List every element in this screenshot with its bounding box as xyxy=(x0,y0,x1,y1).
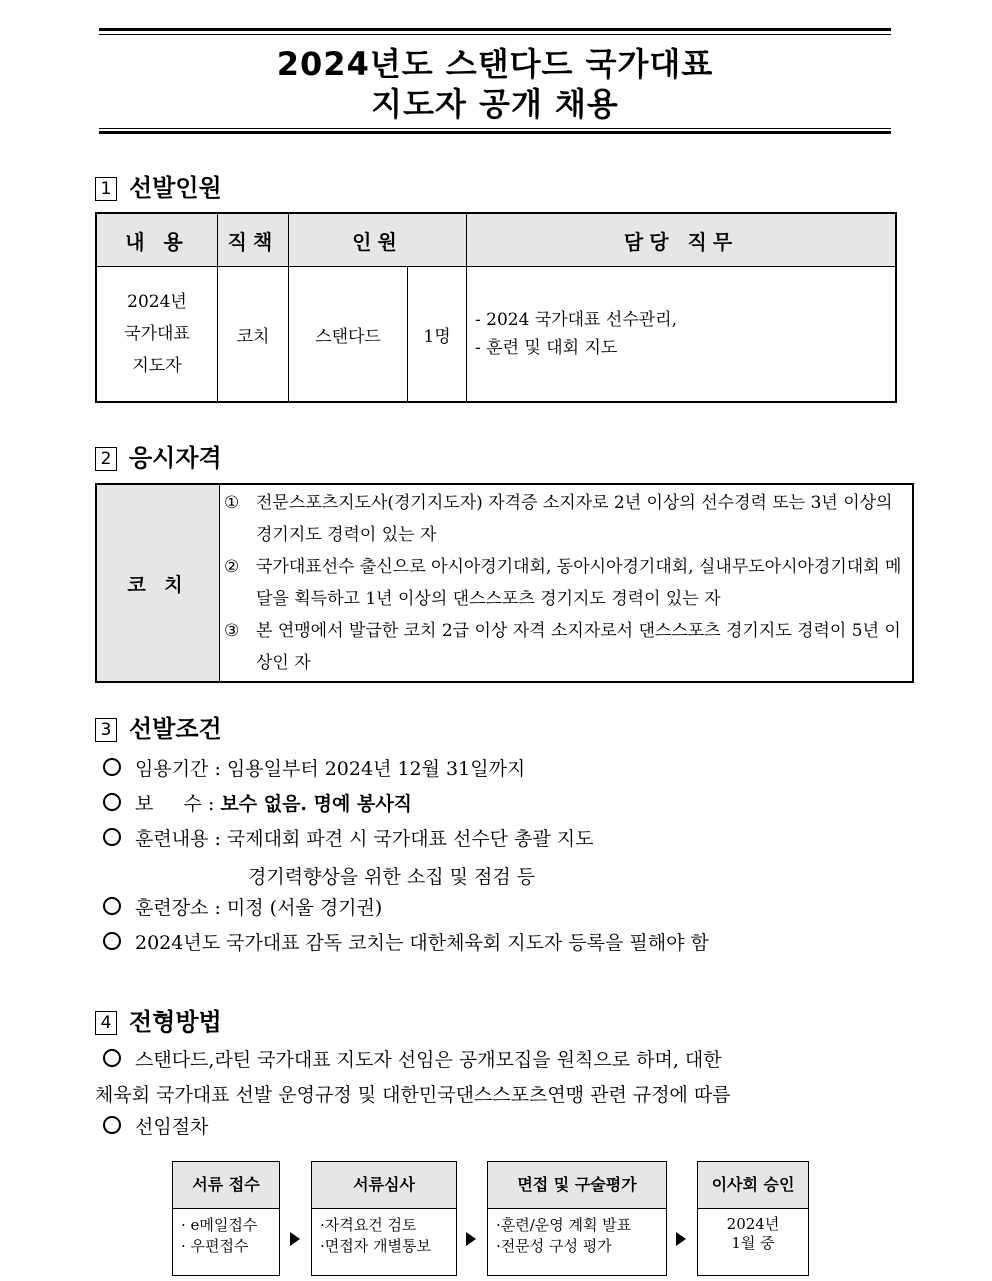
process-step-1 xyxy=(172,1161,280,1276)
paragraph-line1 xyxy=(103,1045,722,1072)
item-value: 선임절차 xyxy=(135,1116,209,1138)
list-item xyxy=(224,487,908,551)
item-value: 보수 없음. 명예 봉사직 xyxy=(220,793,413,815)
title-top-rule xyxy=(99,28,891,31)
arrow-right-icon xyxy=(290,1232,300,1246)
qualification-table xyxy=(95,483,914,683)
item-text: 본 연맹에서 발급한 코치 2급 이상 자격 소지자로서 댄스스포츠 경기지도 경력이 5년 이상인 자 xyxy=(256,621,901,673)
title-top-rule-thin xyxy=(99,34,891,35)
item-value: 미정 (서울 경기권) xyxy=(226,897,383,919)
item-label: 보 수 : xyxy=(135,793,221,815)
list-item xyxy=(103,931,709,955)
recruitment-table xyxy=(95,212,897,403)
step-line: · 우편접수 xyxy=(181,1237,249,1255)
qualification-label: 코 치 xyxy=(96,484,220,682)
list-item xyxy=(224,551,908,615)
process-step-3 xyxy=(487,1161,667,1276)
item-value: 2024년도 국가대표 감독 코치는 대한체육회 지도자 등록을 필해야 함 xyxy=(135,932,709,954)
step-body xyxy=(488,1209,666,1263)
circle-bullet-icon xyxy=(103,758,121,776)
step-line: ·자격요건 검토 xyxy=(320,1216,417,1234)
item-mark: ③ xyxy=(224,621,240,641)
section-number: 2 xyxy=(95,447,117,471)
section-number: 1 xyxy=(95,177,117,201)
item-text: 전문스포츠지도사(경기지도자) 자격증 소지자로 2년 이상의 선수경력 또는 3년 이상의 경기지도 경력이 있는 자 xyxy=(256,493,893,545)
duty-line: - 2024 국가대표 선수관리, xyxy=(475,310,677,330)
circle-bullet-icon xyxy=(103,1049,121,1067)
title-bottom-rule-thin xyxy=(99,128,891,129)
item-mark: ① xyxy=(224,493,240,513)
page-title-line2: 지도자 공개 채용 xyxy=(371,85,619,123)
step-line: ·전문성 구성 평가 xyxy=(496,1237,612,1255)
item-label: 임용기간 : xyxy=(135,758,227,780)
item-label: 훈련장소 : xyxy=(135,897,227,919)
circle-bullet-icon xyxy=(103,1116,121,1134)
arrow-right-icon xyxy=(676,1232,686,1246)
col-header-position: 직책 xyxy=(218,213,289,267)
item-text: 국가대표선수 출신으로 아시아경기대회, 동아시아경기대회, 실내무도아시아경기대회 메달을 획득하고 1년 이상의 댄스스포츠 경기지도 경력이 있는 자 xyxy=(256,557,902,609)
section-heading-4 xyxy=(95,1002,222,1037)
col-header-duties: 담당 직무 xyxy=(467,213,897,267)
list-item xyxy=(103,896,382,920)
step-line: 1월 중 xyxy=(731,1234,775,1252)
circle-bullet-icon xyxy=(103,793,121,811)
item-mark: ② xyxy=(224,557,240,577)
duty-line: - 훈련 및 대회 지도 xyxy=(475,338,618,358)
cell-category: 스탠다드 xyxy=(289,267,408,403)
list-item xyxy=(103,827,594,851)
circle-bullet-icon xyxy=(103,828,121,846)
process-step-2 xyxy=(311,1161,457,1276)
step-title: 이사회 승인 xyxy=(698,1162,808,1209)
list-item xyxy=(103,1115,208,1139)
title-bottom-rule xyxy=(99,131,891,134)
qualification-list xyxy=(220,484,914,682)
item-label: 훈련내용 : xyxy=(135,828,227,850)
table-row xyxy=(96,267,896,403)
section-heading-1 xyxy=(95,168,222,203)
step-line: · e메일접수 xyxy=(181,1216,258,1234)
item-continuation: 경기력향상을 위한 소집 및 점검 등 xyxy=(248,866,536,888)
section-title: 응시자격 xyxy=(129,444,222,472)
col-header-content: 내 용 xyxy=(96,213,218,267)
section-title: 선발조건 xyxy=(129,715,222,743)
step-line: ·면접자 개별통보 xyxy=(320,1237,431,1255)
paragraph-line2: 체육회 국가대표 선발 운영규정 및 대한민국댄스스포츠연맹 관련 규정에 따름 xyxy=(95,1084,731,1106)
cell-position: 코치 xyxy=(218,267,289,403)
arrow-right-icon xyxy=(466,1232,476,1246)
step-title: 면접 및 구술평가 xyxy=(488,1162,666,1209)
item-value: 국제대회 파견 시 국가대표 선수단 총괄 지도 xyxy=(226,828,594,850)
step-body xyxy=(698,1209,808,1259)
cell-line: 지도자 xyxy=(132,356,182,376)
cell-line: 2024년 xyxy=(127,292,187,312)
circle-bullet-icon xyxy=(103,932,121,950)
step-body xyxy=(173,1209,279,1263)
col-header-headcount: 인원 xyxy=(289,213,467,267)
list-item xyxy=(103,757,525,781)
section-title: 선발인원 xyxy=(129,174,222,202)
section-heading-3 xyxy=(95,709,222,744)
section-heading-2 xyxy=(95,438,222,473)
step-title: 서류 접수 xyxy=(173,1162,279,1209)
list-item xyxy=(224,615,908,679)
cell-line: 국가대표 xyxy=(124,324,190,344)
page-title-line1: 2024년도 스탠다드 국가대표 xyxy=(276,45,714,83)
step-line: ·훈련/운영 계획 발표 xyxy=(496,1216,632,1234)
cell-count: 1명 xyxy=(408,267,467,403)
section-number: 3 xyxy=(95,718,117,742)
list-item xyxy=(103,792,412,816)
process-step-4 xyxy=(697,1161,809,1276)
cell-duties xyxy=(467,267,897,403)
step-title: 서류심사 xyxy=(312,1162,456,1209)
step-line: 2024년 xyxy=(726,1215,780,1233)
circle-bullet-icon xyxy=(103,897,121,915)
section-title: 전형방법 xyxy=(129,1008,222,1036)
cell-content xyxy=(96,267,218,403)
item-value: 임용일부터 2024년 12월 31일까지 xyxy=(226,758,526,780)
section-number: 4 xyxy=(95,1011,117,1035)
step-body xyxy=(312,1209,456,1263)
paragraph-text: 스탠다드,라틴 국가대표 지도자 선임은 공개모집을 원칙으로 하며, 대한 xyxy=(135,1049,722,1071)
